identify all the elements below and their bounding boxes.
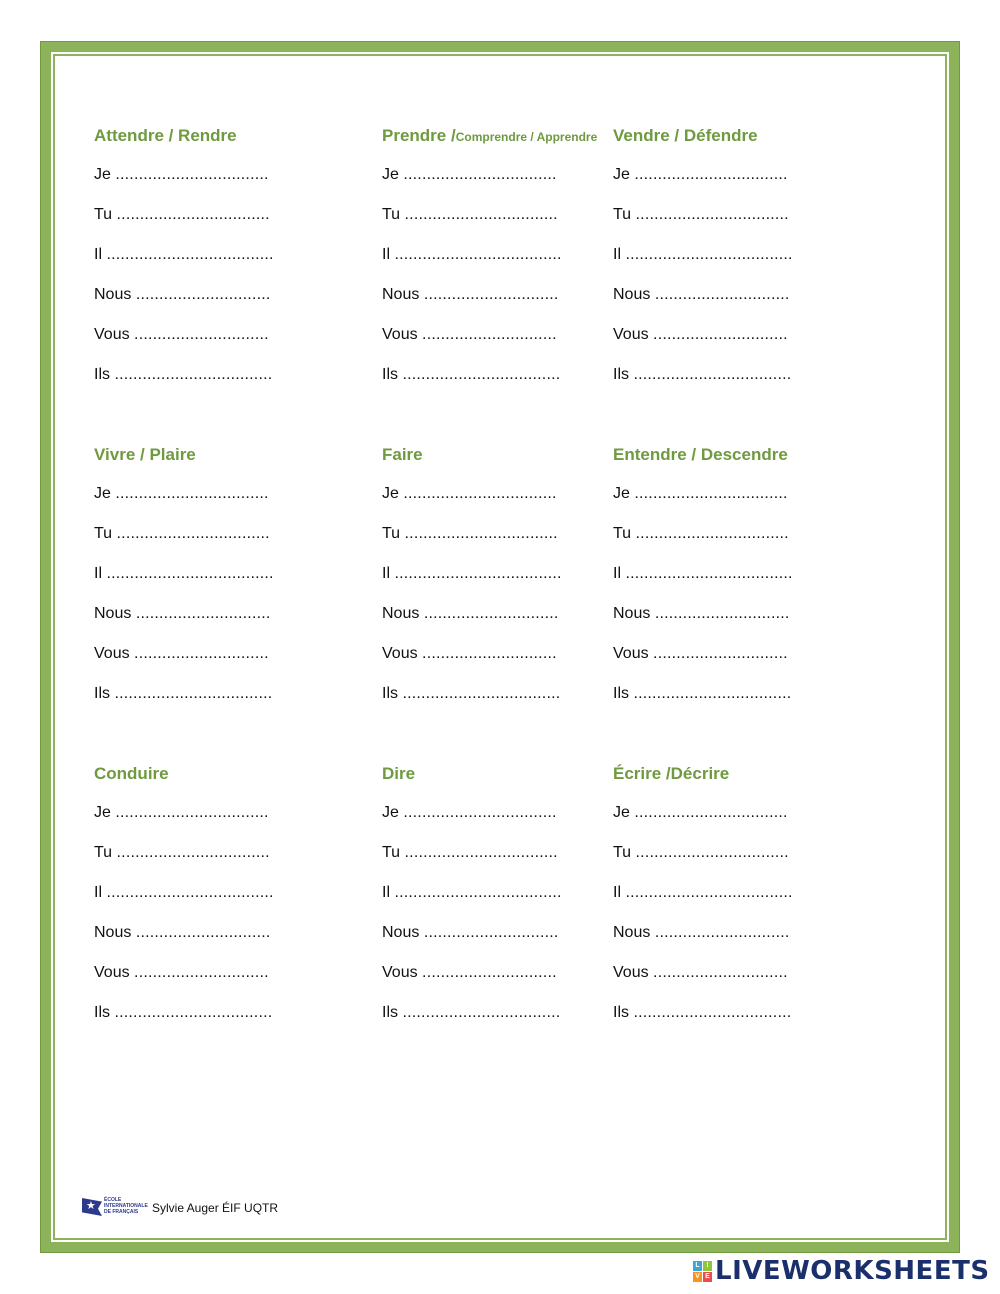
answer-blank[interactable]: .................................... — [394, 565, 562, 582]
conjugation-line — [94, 685, 272, 703]
answer-blank[interactable]: .................................... — [106, 246, 274, 263]
pronoun: Tu — [382, 206, 401, 223]
conjugation-line — [94, 286, 271, 304]
answer-blank[interactable]: ............................. — [135, 605, 271, 622]
answer-blank[interactable]: .................................. — [114, 685, 273, 702]
pronoun: Il — [613, 246, 621, 263]
conjugation-line — [382, 246, 562, 264]
author-credit: Sylvie Auger ÉIF UQTR — [152, 1201, 279, 1215]
pronoun: Vous — [382, 964, 418, 981]
conjugation-line — [613, 844, 789, 862]
conjugation-line — [94, 804, 269, 822]
answer-blank[interactable]: ................................. — [403, 166, 557, 183]
answer-blank[interactable]: ................................. — [635, 525, 789, 542]
liveworksheets-wordmark: LIVEWORKSHEETS — [715, 1256, 990, 1286]
answer-blank[interactable]: .................................... — [106, 884, 274, 901]
pronoun: Ils — [613, 685, 629, 702]
conjugation-line — [94, 525, 270, 543]
pronoun: Nous — [382, 605, 420, 622]
liveworksheets-logo[interactable] — [693, 1256, 990, 1286]
answer-blank[interactable]: .................................. — [402, 366, 561, 383]
grid-letter: I — [703, 1261, 712, 1271]
conjugation-line — [613, 645, 788, 663]
pronoun: Vous — [94, 645, 130, 662]
conjugation-line — [94, 884, 274, 902]
pronoun: Il — [613, 565, 621, 582]
conjugation-line — [613, 485, 788, 503]
answer-blank[interactable]: ................................. — [634, 804, 788, 821]
answer-blank[interactable]: ................................. — [403, 804, 557, 821]
pronoun: Il — [94, 246, 102, 263]
conjugation-line — [382, 884, 562, 902]
conjugation-line — [382, 804, 557, 822]
conjugation-line — [382, 485, 557, 503]
answer-blank[interactable]: ............................. — [653, 964, 788, 981]
answer-blank[interactable]: ................................. — [115, 804, 269, 821]
answer-blank[interactable]: ................................. — [634, 166, 788, 183]
answer-blank[interactable]: .................................... — [625, 246, 793, 263]
pronoun: Nous — [382, 924, 420, 941]
answer-blank[interactable]: ............................. — [135, 924, 271, 941]
answer-blank[interactable]: ................................. — [115, 166, 269, 183]
conjugation-line — [382, 326, 557, 344]
pronoun: Ils — [382, 1004, 398, 1021]
verb-block-title — [613, 126, 758, 146]
answer-blank[interactable]: .................................. — [114, 1004, 273, 1021]
verb-block-title — [94, 445, 196, 465]
conjugation-line — [382, 166, 557, 184]
grid-letter: V — [693, 1272, 702, 1282]
conjugation-line — [94, 844, 270, 862]
answer-blank[interactable]: ............................. — [422, 964, 557, 981]
pronoun: Il — [94, 884, 102, 901]
pronoun: Ils — [382, 685, 398, 702]
answer-blank[interactable]: .................................. — [402, 685, 561, 702]
verb-title-main: Écrire /Décrire — [613, 764, 730, 783]
pronoun: Ils — [613, 1004, 629, 1021]
pronoun: Tu — [382, 844, 401, 861]
answer-blank[interactable]: ............................. — [423, 286, 559, 303]
conjugation-line — [382, 924, 559, 942]
conjugation-line — [613, 166, 788, 184]
conjugation-line — [382, 964, 557, 982]
pronoun: Nous — [613, 286, 651, 303]
school-logo — [82, 1197, 148, 1219]
conjugation-line — [613, 246, 793, 264]
conjugation-line — [382, 366, 560, 384]
answer-blank[interactable]: .................................. — [114, 366, 273, 383]
conjugation-line — [382, 1004, 560, 1022]
pronoun: Il — [94, 565, 102, 582]
answer-blank[interactable]: ................................. — [404, 844, 558, 861]
answer-blank[interactable]: .................................... — [394, 246, 562, 263]
pronoun: Tu — [613, 525, 632, 542]
conjugation-line — [613, 326, 788, 344]
verb-block-title — [94, 764, 169, 784]
conjugation-line — [613, 685, 791, 703]
star-icon: ★ — [86, 1200, 96, 1212]
conjugation-line — [94, 645, 269, 663]
pronoun: Je — [613, 485, 630, 502]
conjugation-line — [94, 964, 269, 982]
verb-block-title — [94, 126, 237, 146]
conjugation-line — [613, 366, 791, 384]
conjugation-line — [94, 166, 269, 184]
conjugation-line — [94, 565, 274, 583]
pronoun: Ils — [382, 366, 398, 383]
pronoun: Je — [382, 166, 399, 183]
pronoun: Je — [94, 485, 111, 502]
pronoun: Tu — [94, 206, 113, 223]
verb-block-title — [382, 126, 597, 146]
pronoun: Ils — [94, 366, 110, 383]
answer-blank[interactable]: ............................. — [423, 605, 559, 622]
answer-blank[interactable]: ............................. — [134, 326, 269, 343]
conjugation-line — [382, 605, 559, 623]
verb-title-main: Faire — [382, 445, 423, 464]
verb-title-main: Attendre / Rendre — [94, 126, 237, 145]
answer-blank[interactable]: .................................. — [633, 1004, 792, 1021]
pronoun: Nous — [94, 605, 132, 622]
conjugation-line — [382, 525, 558, 543]
pronoun: Ils — [613, 366, 629, 383]
pronoun: Vous — [613, 964, 649, 981]
pronoun: Nous — [613, 605, 651, 622]
verb-block-title — [382, 764, 415, 784]
answer-blank[interactable]: .................................... — [106, 565, 274, 582]
conjugation-line — [613, 605, 790, 623]
answer-blank[interactable]: ............................. — [653, 326, 788, 343]
pronoun: Il — [613, 884, 621, 901]
verb-title-main: Prendre / — [382, 126, 456, 145]
pronoun: Tu — [613, 206, 632, 223]
answer-blank[interactable]: .................................. — [402, 1004, 561, 1021]
pronoun: Vous — [613, 326, 649, 343]
answer-blank[interactable]: ............................. — [423, 924, 559, 941]
answer-blank[interactable]: .................................... — [394, 884, 562, 901]
pronoun: Vous — [382, 326, 418, 343]
answer-blank[interactable]: ............................. — [135, 286, 271, 303]
verb-title-main: Vendre / Défendre — [613, 126, 758, 145]
answer-blank[interactable]: ................................. — [404, 206, 558, 223]
answer-blank[interactable]: ................................. — [404, 525, 558, 542]
answer-blank[interactable]: ................................. — [634, 485, 788, 502]
pronoun: Nous — [613, 924, 651, 941]
pronoun: Vous — [94, 964, 130, 981]
conjugation-line — [613, 924, 790, 942]
pronoun: Tu — [94, 525, 113, 542]
footer — [82, 1197, 278, 1219]
conjugation-line — [94, 206, 270, 224]
verb-title-sub: Comprendre / Apprendre — [455, 130, 598, 144]
pronoun: Nous — [94, 924, 132, 941]
pronoun: Il — [382, 246, 390, 263]
conjugation-line — [94, 246, 274, 264]
grid-letter: E — [703, 1272, 712, 1282]
conjugation-line — [613, 525, 789, 543]
conjugation-line — [94, 1004, 272, 1022]
conjugation-line — [382, 206, 558, 224]
grid-letter: L — [693, 1261, 702, 1271]
pronoun: Je — [613, 804, 630, 821]
answer-blank[interactable]: ................................. — [116, 844, 270, 861]
verb-title-main: Vivre / Plaire — [94, 445, 196, 464]
answer-blank[interactable]: ............................. — [422, 645, 557, 662]
conjugation-line — [94, 326, 269, 344]
pronoun: Ils — [94, 1004, 110, 1021]
pronoun: Nous — [94, 286, 132, 303]
conjugation-line — [613, 565, 793, 583]
answer-blank[interactable]: .................................. — [633, 366, 792, 383]
verb-block-title — [613, 445, 788, 465]
pronoun: Vous — [613, 645, 649, 662]
liveworksheets-grid-icon — [693, 1261, 712, 1282]
pronoun: Nous — [382, 286, 420, 303]
answer-blank[interactable]: .................................... — [625, 565, 793, 582]
pronoun: Je — [613, 166, 630, 183]
answer-blank[interactable]: ............................. — [654, 924, 790, 941]
conjugation-line — [382, 844, 558, 862]
answer-blank[interactable]: ................................. — [116, 525, 270, 542]
conjugation-line — [382, 685, 560, 703]
conjugation-line — [613, 1004, 791, 1022]
conjugation-line — [382, 286, 559, 304]
conjugation-line — [613, 804, 788, 822]
conjugation-line — [94, 924, 271, 942]
answer-blank[interactable]: .................................... — [625, 884, 793, 901]
answer-blank[interactable]: ............................. — [134, 645, 269, 662]
pronoun: Je — [382, 485, 399, 502]
conjugation-line — [94, 366, 272, 384]
answer-blank[interactable]: ................................. — [115, 485, 269, 502]
verb-block-title — [382, 445, 423, 465]
answer-blank[interactable]: ................................. — [116, 206, 270, 223]
pronoun: Tu — [382, 525, 401, 542]
pronoun: Je — [382, 804, 399, 821]
conjugation-line — [613, 884, 793, 902]
conjugation-line — [94, 485, 269, 503]
verb-block-title — [613, 764, 729, 784]
verb-title-main: Dire — [382, 764, 416, 783]
conjugation-line — [382, 645, 557, 663]
conjugation-line — [613, 206, 789, 224]
answer-blank[interactable]: ............................. — [654, 605, 790, 622]
conjugation-line — [94, 605, 271, 623]
conjugation-line — [613, 286, 790, 304]
verb-title-main: Entendre / Descendre — [613, 445, 788, 464]
pronoun: Je — [94, 804, 111, 821]
answer-blank[interactable]: ............................. — [422, 326, 557, 343]
conjugation-line — [382, 565, 562, 583]
answer-blank[interactable]: ............................. — [134, 964, 269, 981]
answer-blank[interactable]: ................................. — [635, 844, 789, 861]
answer-blank[interactable]: ............................. — [653, 645, 788, 662]
pronoun: Ils — [94, 685, 110, 702]
answer-blank[interactable]: .................................. — [633, 685, 792, 702]
answer-blank[interactable]: ............................. — [654, 286, 790, 303]
school-logo-text: ÉCOLE INTERNATIONALE DE FRANÇAIS — [104, 1197, 148, 1215]
pronoun: Il — [382, 565, 390, 582]
conjugation-line — [613, 964, 788, 982]
pronoun: Tu — [613, 844, 632, 861]
answer-blank[interactable]: ................................. — [635, 206, 789, 223]
pronoun: Vous — [382, 645, 418, 662]
pronoun: Je — [94, 166, 111, 183]
answer-blank[interactable]: ................................. — [403, 485, 557, 502]
verb-title-main: Conduire — [94, 764, 169, 783]
pronoun: Il — [382, 884, 390, 901]
pronoun: Vous — [94, 326, 130, 343]
pronoun: Tu — [94, 844, 113, 861]
